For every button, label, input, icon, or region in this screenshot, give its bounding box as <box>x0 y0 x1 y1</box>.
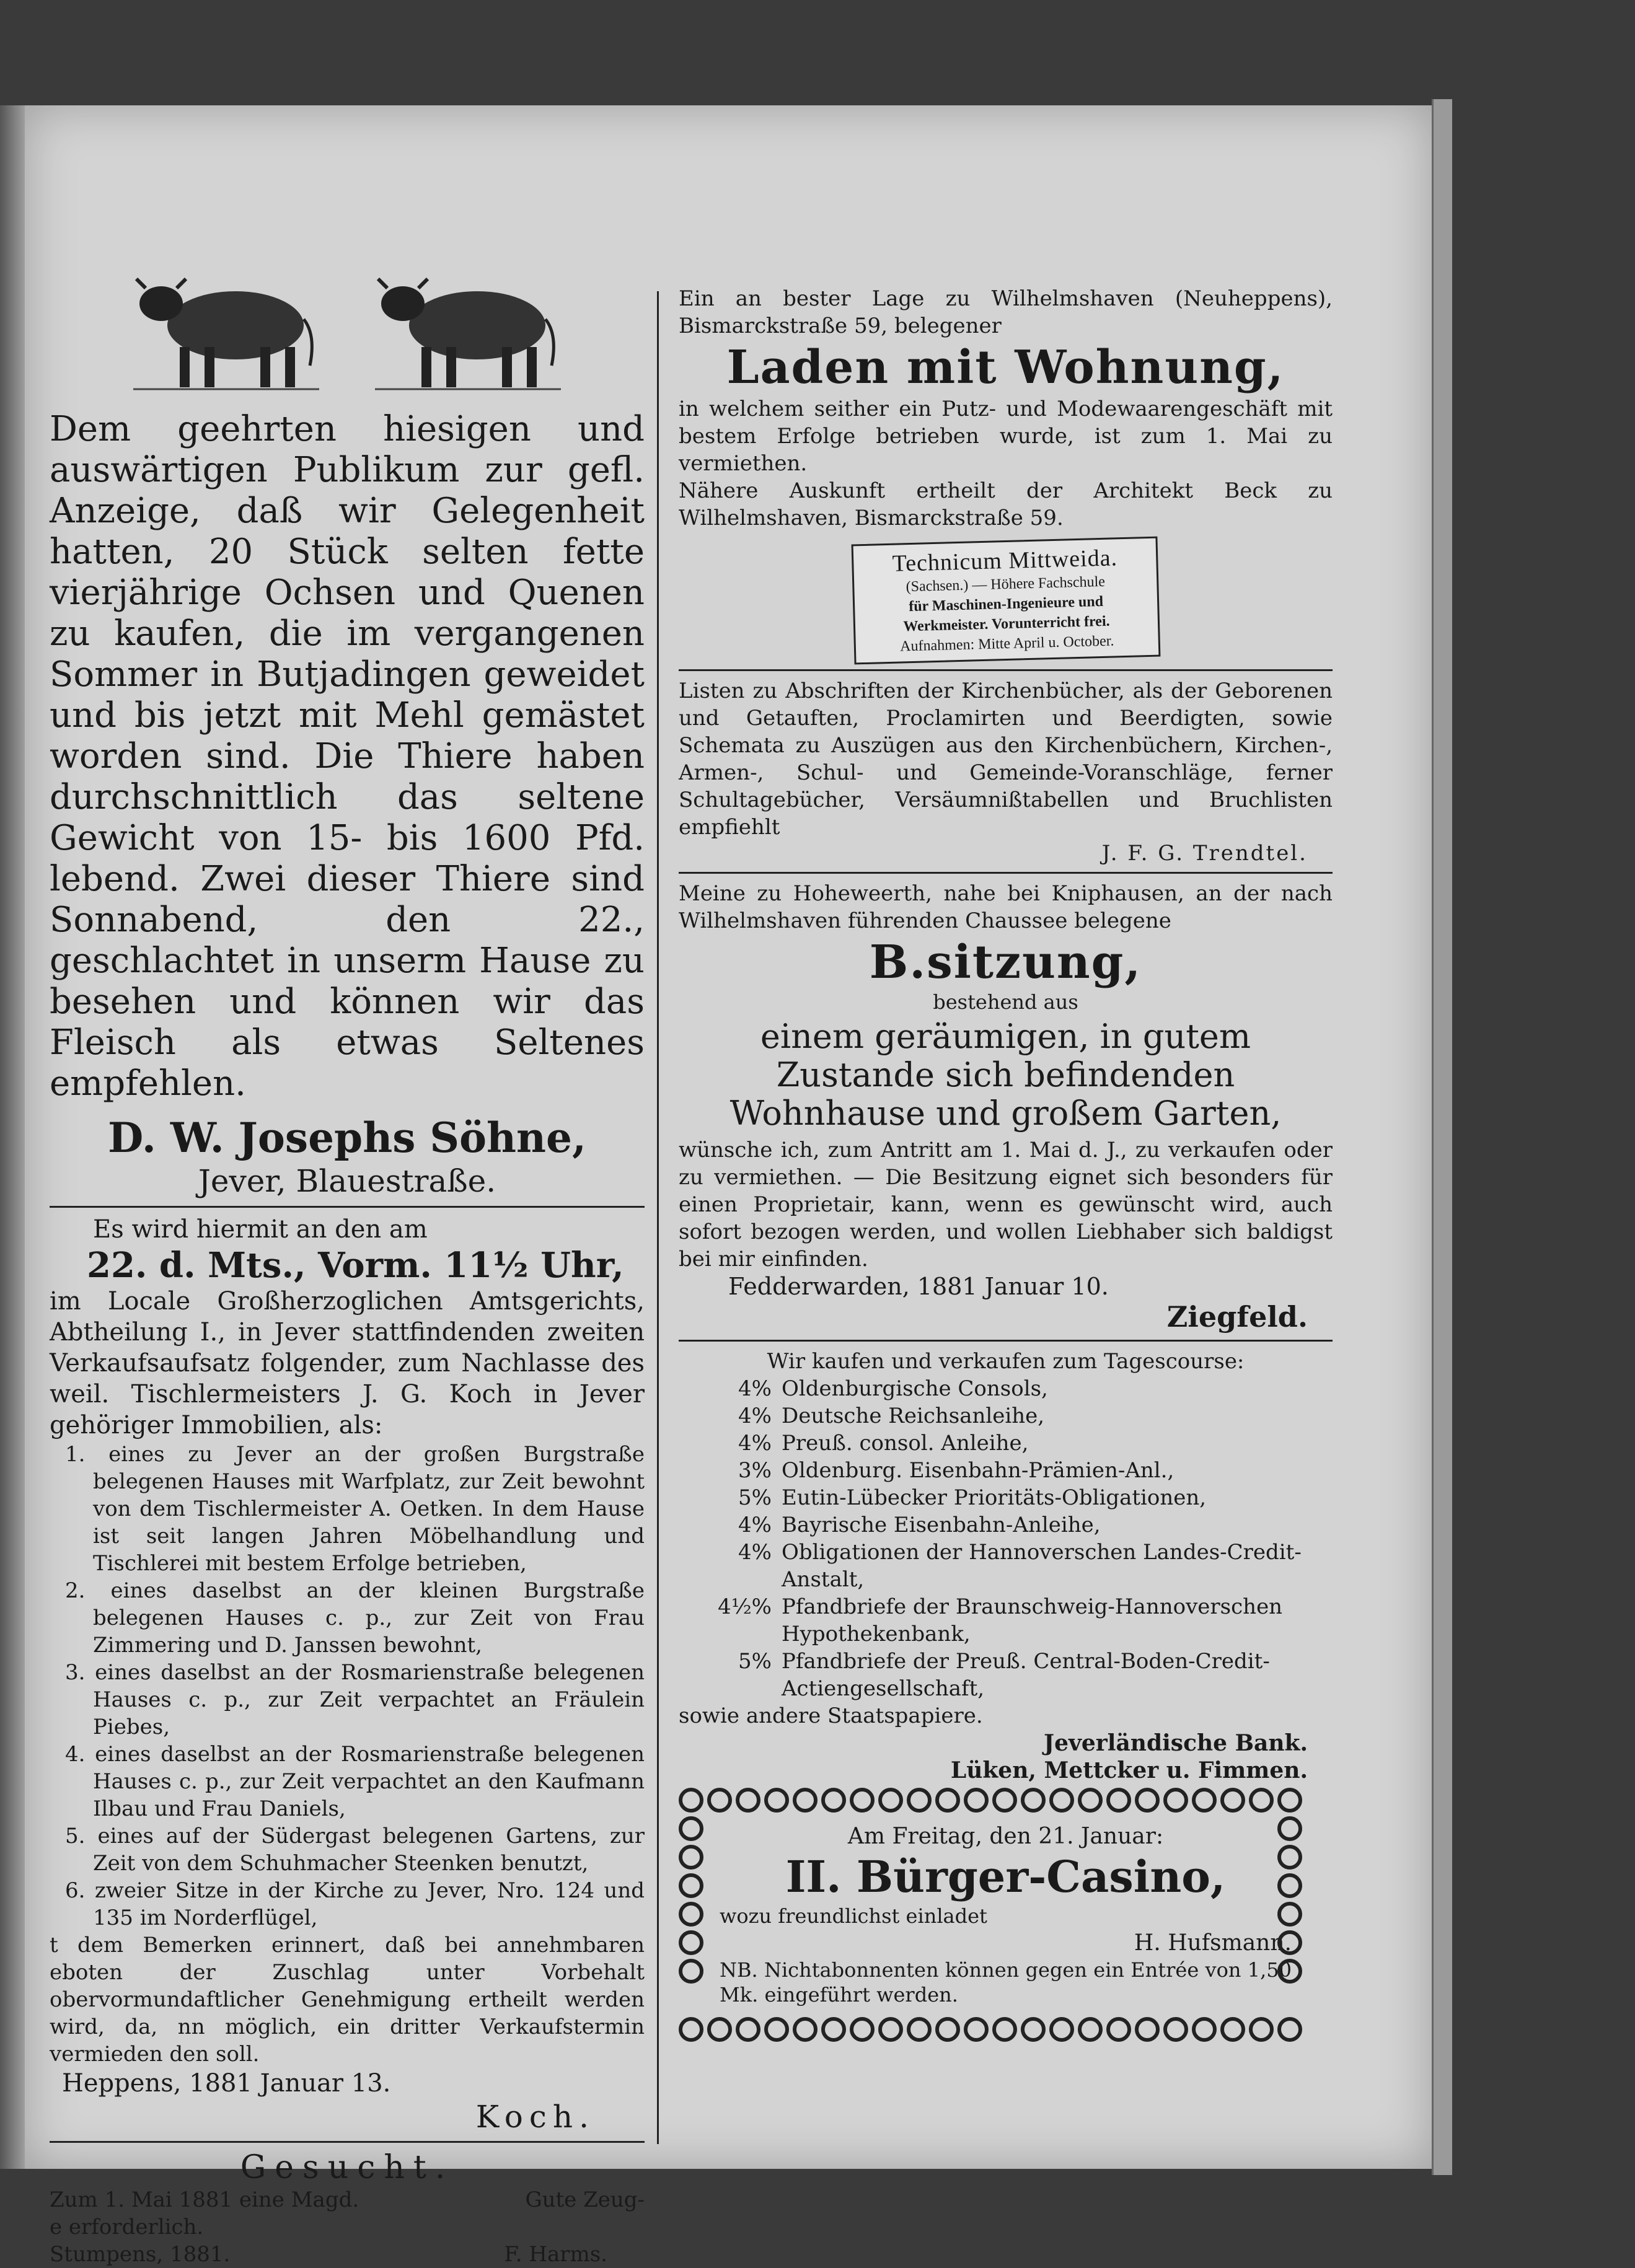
border-ring-icon <box>907 2017 932 2042</box>
page-edge <box>1432 99 1452 2175</box>
casino-host: H. Hufsmann. <box>1134 1930 1292 1956</box>
border-ring-icon <box>1277 2017 1302 2042</box>
border-ring-icon <box>821 2017 846 2042</box>
auction-ad <box>50 1214 645 2135</box>
border-ring-icon <box>1135 1788 1160 1813</box>
wanted-signature: F. Harms. <box>504 2242 607 2267</box>
border-ring-icon <box>992 2017 1017 2042</box>
estate-big: einem geräumigen, in gutem Zustande sich befindenden Wohnhause und großem Garten, <box>729 1017 1282 1133</box>
auction-intro: Es wird hiermit an den am <box>93 1215 428 1244</box>
estate-sub: bestehend aus <box>933 990 1078 1014</box>
cattle-ad-firm: D. W. Josephs Söhne, <box>108 1114 586 1162</box>
border-ring-icon <box>679 2017 703 2042</box>
auction-place-date: Heppens, 1881 Januar 13. <box>62 2069 391 2098</box>
border-ring-icon <box>850 2017 875 2042</box>
auction-date: 22. d. Mts., Vorm. 11½ Uhr, <box>87 1245 624 1286</box>
border-ring-icon <box>679 1788 703 1813</box>
border-ring-icon <box>1220 2017 1245 2042</box>
estate-place-date: Fedderwarden, 1881 Januar 10. <box>728 1273 1109 1300</box>
border-ring-icon <box>1192 2017 1217 2042</box>
auction-item: 2. eines daselbst an der kleinen Burgstraße belegenen Hauses c. p., zur Zeit von Frau Zimmering und D. Janssen bewohnt, <box>65 1578 645 1658</box>
wanted-line2: e erforderlich. <box>50 2215 204 2239</box>
border-ring-icon <box>935 1788 960 1813</box>
casino-ad <box>679 1788 1333 2042</box>
border-ring-icon <box>679 1873 703 1898</box>
estate-intro: Meine zu Hoheweerth, nahe bei Kniphausen, an der nach Wilhelmshaven führenden Chaussee belegene <box>679 881 1333 933</box>
border-ring-icon <box>1277 1816 1302 1841</box>
cattle-ad-text: Dem geehrten hiesigen und auswärtigen Publikum zur gefl. Anzeige, daß wir Gelegenheit hatten, 20 Stück selten fette vierjährige Ochsen und Quenen zu kaufen, die im vergangenen Sommer in Butjadingen geweidet und bis jetzt mit Mehl gemästet worden sind. Die Thiere haben durchschnittlich das seltene Gewicht von 15- bis 1600 Pfd. lebend. Zwei dieser Thiere sind Sonnabend, den 22., geschlachtet in unserm Hause zu besehen und können wir das Fleisch als etwas Seltenes empfehlen. <box>50 409 645 1104</box>
border-ring-icon <box>878 2017 903 2042</box>
border-ring-icon <box>1277 1873 1302 1898</box>
column-divider <box>657 291 659 2144</box>
border-ring-icon <box>1049 1788 1074 1813</box>
bond-row: 4% Bayrische Eisenbahn-Anleihe, <box>738 1513 1101 1537</box>
border-ring-icon <box>907 1788 932 1813</box>
border-ring-icon <box>793 1788 818 1813</box>
technicum-line: Werkmeister. Vorunterricht frei. <box>902 613 1110 635</box>
border-ring-icon <box>1249 2017 1274 2042</box>
border-ring-icon <box>1192 1788 1217 1813</box>
border-ring-icon <box>679 1930 703 1955</box>
casino-note: NB. Nichtabonnenten können gegen ein Entrée von 1,50 Mk. eingeführt werden. <box>720 1958 1292 2006</box>
border-ring-icon <box>850 1788 875 1813</box>
bond-row: 4% Obligationen der Hannoverschen Landes-Credit-Anstalt, <box>738 1540 1302 1592</box>
border-ring-icon <box>1078 1788 1103 1813</box>
bond-row: 4% Preuß. consol. Anleihe, <box>738 1431 1029 1456</box>
estate-body: wünsche ich, zum Antritt am 1. Mai d. J., zu verkaufen oder zu vermiethen. — Die Besitzung eignet sich besonders für einen Proprietair, kann, wenn es gewünscht wird, auch sofort bezogen werden, und wollen Liebhaber sich baldigst bei mir einfinden. <box>679 1138 1333 1272</box>
bond-row: 4% Deutsche Reichsanleihe, <box>738 1404 1045 1428</box>
divider <box>679 872 1333 874</box>
estate-ad <box>679 880 1333 1334</box>
auction-signature: Koch. <box>475 2099 595 2135</box>
border-ring-icon <box>1277 1930 1302 1955</box>
lists-signature: J. F. G. Trendtel. <box>1101 841 1308 866</box>
shop-ad <box>679 285 1333 532</box>
ox-icon <box>127 266 325 390</box>
auction-closing: t dem Bemerken erinnert, daß bei annehmbaren eboten der Zuschlag unter Vorbehalt obervormundaftlicher Genehmigung ertheilt werden wird, da, nn möglich, ein dritter Verkaufstermin vermieden den soll. <box>50 1933 645 2067</box>
border-ring-icon <box>1078 2017 1103 2042</box>
estate-signature: Ziegfeld. <box>1166 1300 1308 1334</box>
technicum-line: für Maschinen-Ingenieure und <box>908 593 1103 615</box>
border-ring-icon <box>679 1902 703 1927</box>
left-column <box>50 266 645 2268</box>
border-ring-icon <box>878 1788 903 1813</box>
border-ring-icon <box>1135 2017 1160 2042</box>
casino-title: II. Bürger-Casino, <box>785 1851 1226 1902</box>
auction-item: 6. zweier Sitze in der Kirche zu Jever, Nro. 124 und 135 im Norderflügel, <box>65 1878 645 1930</box>
border-ring-icon <box>1277 1788 1302 1813</box>
lists-ad <box>679 677 1333 866</box>
bond-list <box>679 1375 1333 1702</box>
bank-partners: Lüken, Mettcker u. Fimmen. <box>950 1757 1308 1783</box>
wanted-ad <box>50 2149 645 2268</box>
border-ring-icon <box>707 2017 732 2042</box>
auction-item: 3. eines daselbst an der Rosmarienstraße belegenen Hauses c. p., zur Zeit verpachtet an Fräulein Piebes, <box>65 1660 645 1739</box>
border-ring-icon <box>935 2017 960 2042</box>
border-ring-icon <box>1163 1788 1188 1813</box>
technicum-title: Technicum Mittweida. <box>891 545 1118 577</box>
border-ring-icon <box>679 1959 703 1984</box>
border-ring-icon <box>1106 1788 1131 1813</box>
estate-title: B.sitzung, <box>869 936 1142 989</box>
border-ring-icon <box>1277 1959 1302 1984</box>
bond-row: 3% Oldenburg. Eisenbahn-Prämien-Anl., <box>738 1458 1174 1483</box>
border-ring-icon <box>736 2017 760 2042</box>
technicum-ad <box>851 537 1160 665</box>
auction-item: 1. eines zu Jever an der großen Burgstraße belegenen Hauses mit Warfplatz, zur Zeit bewohnt von dem Tischlermeister A. Oetken. In dem Hause ist seit langen Jahren Möbelhandlung und Tischlerei mit bestem Erfolge betrieben, <box>65 1442 645 1576</box>
bank-ad <box>679 1348 1333 1784</box>
auction-item: 5. eines auf der Südergast belegenen Gartens, zur Zeit von dem Schuhmacher Steenken benutzt, <box>65 1824 645 1876</box>
bond-row: 4% Oldenburgische Consols, <box>738 1376 1048 1401</box>
border-ring-icon <box>736 1788 760 1813</box>
border-ring-icon <box>1277 1902 1302 1927</box>
right-column <box>679 285 1333 2042</box>
border-ring-icon <box>1021 2017 1046 2042</box>
casino-line1: Am Freitag, den 21. Januar: <box>847 1824 1164 1849</box>
border-ring-icon <box>1220 1788 1245 1813</box>
border-ring-icon <box>992 1788 1017 1813</box>
border-ring-icon <box>964 2017 989 2042</box>
border-ring-icon <box>679 1845 703 1870</box>
wanted-line1-right: Gute Zeug- <box>525 2187 645 2212</box>
oxen-illustration <box>50 266 645 397</box>
technicum-line: Aufnahmen: Mitte April u. October. <box>899 633 1114 655</box>
border-ring-icon <box>679 1816 703 1841</box>
bond-row: 5% Pfandbriefe der Preuß. Central-Boden-Credit-Actiengesellschaft, <box>738 1649 1270 1701</box>
shop-info: Nähere Auskunft ertheilt der Architekt Beck zu Wilhelmshaven, Bismarckstraße 59. <box>679 478 1333 530</box>
divider <box>50 2141 645 2143</box>
technicum-line: (Sachsen.) — Höhere Fachschule <box>905 573 1105 596</box>
border-ring-icon <box>1249 1788 1274 1813</box>
wanted-place: Stumpens, 1881. <box>50 2242 231 2267</box>
wanted-line1: Zum 1. Mai 1881 eine Magd. <box>50 2187 359 2212</box>
bank-intro: Wir kaufen und verkaufen zum Tagescourse: <box>767 1349 1245 1374</box>
bank-name: Jeverländische Bank. <box>1044 1730 1308 1756</box>
auction-body: im Locale Großherzoglichen Amtsgerichts, Abtheilung I., in Jever stattfindenden zweiten Verkaufsaufsatz folgender, zum Nachlasse des weil. Tischlermeisters J. G. Koch in Jever gehöriger Immobilien, als: <box>50 1287 645 1439</box>
shop-body: in welchem seither ein Putz- und Modewaarengeschäft mit bestem Erfolge betrieben wurde, ist zum 1. Mai zu vermiethen. <box>679 397 1333 476</box>
divider <box>679 1340 1333 1342</box>
shop-intro: Ein an bester Lage zu Wilhelmshaven (Neuheppens), Bismarckstraße 59, belegener <box>679 286 1333 338</box>
bond-row: 5% Eutin-Lübecker Prioritäts-Obligationen, <box>738 1485 1207 1510</box>
border-ring-icon <box>707 1788 732 1813</box>
shop-title: Laden mit Wohnung, <box>726 341 1285 394</box>
auction-item: 4. eines daselbst an der Rosmarienstraße belegenen Hauses c. p., zur Zeit verpachtet an den Kaufmann Ilbau und Frau Daniels, <box>65 1742 645 1821</box>
border-ring-icon <box>1163 2017 1188 2042</box>
border-ring-icon <box>1106 2017 1131 2042</box>
border-ring-icon <box>793 2017 818 2042</box>
border-ring-icon <box>821 1788 846 1813</box>
bond-row: 4½% Pfandbriefe der Braunschweig-Hannoverschen Hypothekenbank, <box>718 1594 1283 1646</box>
border-ring-icon <box>764 2017 789 2042</box>
border-ring-icon <box>1049 2017 1074 2042</box>
lists-body: Listen zu Abschriften der Kirchenbücher, als der Geborenen und Getauften, Proclamirten und Beerdigten, sowie Schemata zu Auszügen aus den Kirchenbüchern, Kirchen-, Armen-, Schul- und Gemeinde-Voranschläge, ferner Schultagebücher, Versäumnißtabellen und Bruchlisten empfiehlt <box>679 679 1333 840</box>
ox-icon <box>369 266 567 390</box>
border-ring-icon <box>1021 1788 1046 1813</box>
divider <box>50 1206 645 1208</box>
casino-invite: wozu freundlichst einladet <box>720 1904 987 1928</box>
divider <box>679 669 1333 671</box>
bank-others: sowie andere Staatspapiere. <box>679 1703 983 1728</box>
wanted-title: Gesucht. <box>240 2149 454 2186</box>
cattle-ad-address: Jever, Blauestraße. <box>198 1163 496 1199</box>
border-ring-icon <box>764 1788 789 1813</box>
border-ring-icon <box>964 1788 989 1813</box>
border-ring-icon <box>1277 1845 1302 1870</box>
